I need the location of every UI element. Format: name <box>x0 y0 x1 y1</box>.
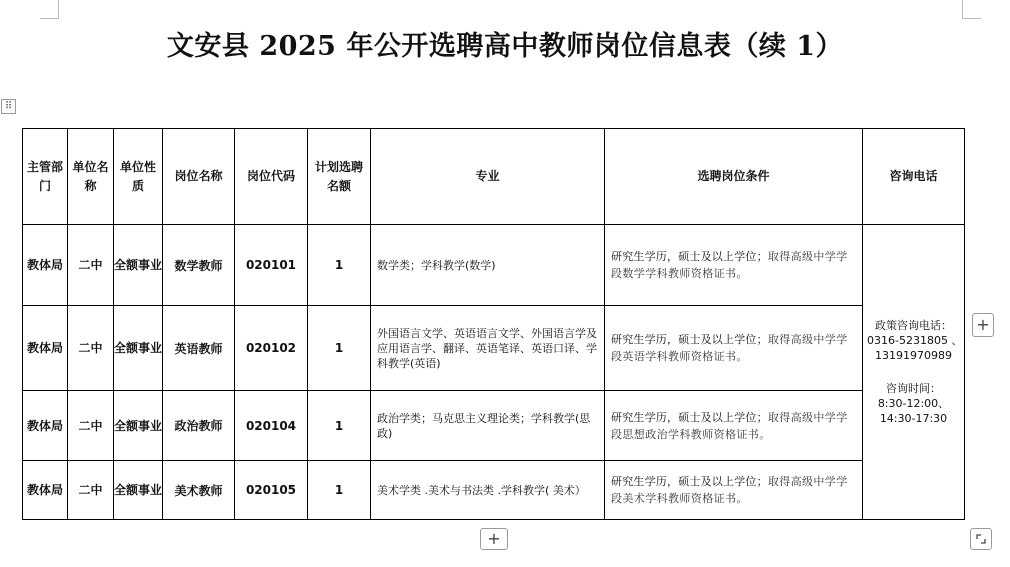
header-conditions: 选聘岗位条件 <box>605 129 863 225</box>
cell-position: 政治教师 <box>163 391 235 461</box>
cell-major: 数学类；学科教学(数学) <box>371 225 605 306</box>
cell-unit: 二中 <box>68 461 114 520</box>
cell-unit: 二中 <box>68 391 114 461</box>
page-corner-mark-left <box>40 0 59 19</box>
cond-main: 研究生学历，硕士及以上学位； <box>611 475 768 488</box>
table-header-row <box>23 129 965 225</box>
cond-main: 研究生学历，硕士及以上学位； <box>611 250 768 263</box>
cell-dept: 教体局 <box>23 391 68 461</box>
contact-policy-label: 政策咨询电话： <box>875 319 952 332</box>
table-row <box>23 306 965 391</box>
header-nature: 单位性质 <box>114 129 163 225</box>
cell-dept: 教体局 <box>23 306 68 391</box>
cond-main: 研究生学历，硕士及以上学位； <box>611 410 768 424</box>
cond-tail: 取得高级中学学段数学学科教师资格证书。 <box>611 250 848 280</box>
cell-nature: 全额事业 <box>114 461 163 520</box>
cell-dept: 教体局 <box>23 225 68 306</box>
contact-hours-label: 咨询时间： <box>886 382 941 395</box>
cell-quota: 1 <box>308 391 371 461</box>
cell-code: 020102 <box>235 306 308 391</box>
header-quota: 计划选聘名额 <box>308 129 371 225</box>
header-code: 岗位代码 <box>235 129 308 225</box>
cell-code: 020104 <box>235 391 308 461</box>
cell-unit: 二中 <box>68 306 114 391</box>
add-column-button[interactable]: + <box>972 313 994 337</box>
contact-phone-2: 13191970989 <box>875 349 952 362</box>
table-row <box>23 461 965 520</box>
cond-tail: 取得高级中学学段英语学科教师资格证书。 <box>611 333 848 363</box>
cell-conditions <box>605 225 863 306</box>
cell-position: 英语教师 <box>163 306 235 391</box>
table-move-handle-icon[interactable]: ⠿ <box>1 99 16 114</box>
table-resize-handle[interactable] <box>970 528 992 550</box>
cell-major: 外国语言文学、英语语言文学、外国语言学及应用语言学、翻译、英语笔译、英语口译、学科教学(英语) <box>371 306 605 391</box>
cell-code: 020105 <box>235 461 308 520</box>
cell-quota: 1 <box>308 225 371 306</box>
cell-major: 美术学类 .美术与书法类 .学科教学( 美术） <box>371 461 605 520</box>
cell-dept: 教体局 <box>23 461 68 520</box>
cell-position: 数学教师 <box>163 225 235 306</box>
header-contact: 咨询电话 <box>863 129 965 225</box>
cell-major: 政治学类；马克思主义理论类；学科教学(思政) <box>371 391 605 461</box>
cell-conditions <box>605 461 863 520</box>
header-unit: 单位名称 <box>68 129 114 225</box>
add-row-button[interactable]: + <box>480 528 508 550</box>
header-position: 岗位名称 <box>163 129 235 225</box>
page-corner-mark-right <box>962 0 981 19</box>
header-dept: 主管部门 <box>23 129 68 225</box>
header-major: 专业 <box>371 129 605 225</box>
cell-conditions <box>605 306 863 391</box>
contact-hours-2: 14:30-17:30 <box>879 412 948 425</box>
cell-conditions <box>605 391 863 461</box>
resize-corner-icon <box>975 533 987 545</box>
cell-nature: 全额事业 <box>114 306 163 391</box>
cond-main: 研究生学历，硕士及以上学位； <box>611 333 768 346</box>
cell-unit: 二中 <box>68 225 114 306</box>
cell-code: 020101 <box>235 225 308 306</box>
cell-quota: 1 <box>308 306 371 391</box>
job-positions-table <box>22 128 965 520</box>
cell-quota: 1 <box>308 461 371 520</box>
cell-nature: 全额事业 <box>114 225 163 306</box>
cond-tail: 取得高级中学学段美术学科教师资格证书。 <box>611 475 848 505</box>
contact-phone-1: 0316-5231805 、 <box>867 334 963 347</box>
contact-hours-1: 8:30-12:00、 <box>877 397 950 410</box>
document-title: 文安县 2025 年公开选聘高中教师岗位信息表（续 1） <box>166 31 844 62</box>
table-row <box>23 391 965 461</box>
cell-position: 美术教师 <box>163 461 235 520</box>
table-row <box>23 225 965 306</box>
cell-contact <box>863 225 965 520</box>
cond-tail: 取得高级中学学段思想政治学科教师资格证书。 <box>611 410 848 441</box>
cell-nature: 全额事业 <box>114 391 163 461</box>
